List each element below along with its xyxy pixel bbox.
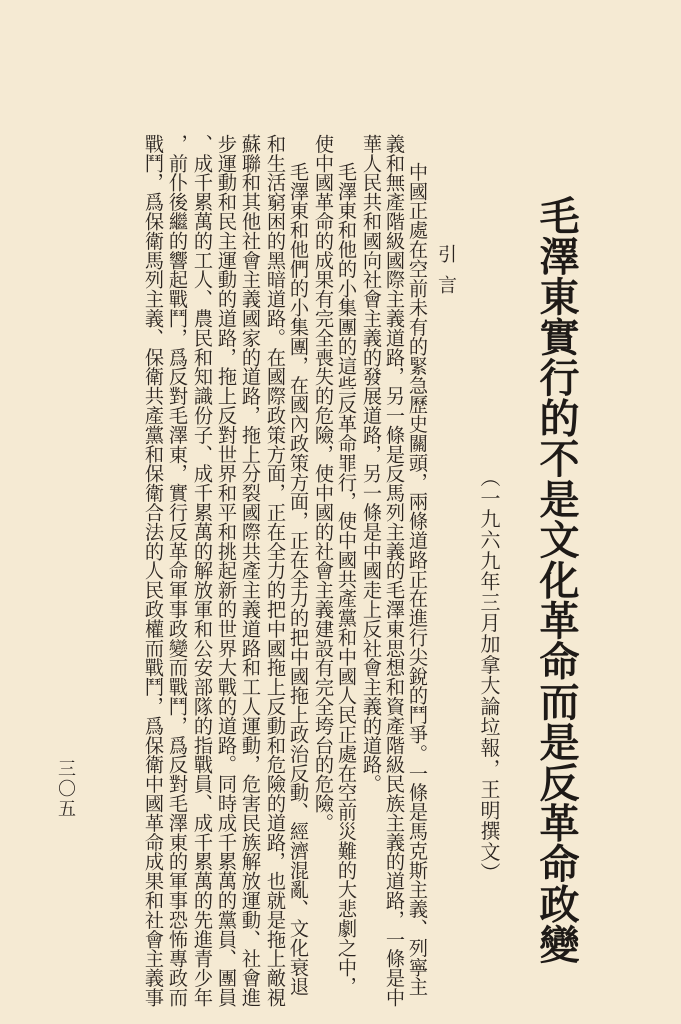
paragraph-line: ，前仆後繼的響起戰鬥，爲反對毛澤東，實行反革命軍事政變而戰鬥，爲反對毛澤東的軍事恐怖專政而 [166, 134, 189, 1007]
paragraph-line: 使中國革命的成果有完全喪失的危險，使中國的社會主義建設有完全垮台的危險。 [312, 134, 335, 833]
paragraph-line: 和生活窮困的黑暗道路。在國際政策方面，正在全力的把中國拖上反動和危險的道路，也就是拖上敵視 [264, 134, 287, 1007]
document-title: 毛澤東實行的不是文化革命而是反革命政變 [533, 195, 580, 965]
paragraph-line: 華人民共和國向社會主義的發展道路，另一條是中國走上反社會主義的道路。 [360, 134, 383, 794]
section-heading: 引言 [435, 244, 457, 306]
paragraph-line: 毛澤東和他們的小集團，在國內政策方面，正在全力的把中國拖上政治反動、經濟混亂、文化衰退 [287, 162, 310, 997]
paragraph-line: 步運動和民主運動的道路，拖上反對世界和平和挑起新的世界大戰的道路。同時成千累萬的黨員、團員 [215, 134, 238, 1007]
paragraph-line: 、成千累萬的工人、農民和知識份子、成千累萬的解放軍和公安部隊的指戰員、成千累萬的先進青少年 [191, 134, 214, 1007]
paragraph-line: 毛澤東和他的小集團的這些反革命罪行，使中國共產黨和中國人民正處在空前災難的大悲劇之中， [335, 162, 358, 997]
paragraph-line: 義和無產階級國際主義道路，另一條是反馬列主義的毛澤東思想和資產階級民族主義的道路，一條是中 [383, 134, 406, 1007]
paragraph-line: 蘇聯和其他社會主義國家的道路，拖上分裂國際共產主義道路和工人運動，危害民族解放運動、社會進 [239, 134, 262, 1007]
document-subtitle: （一九六九年三月加拿大論垃報，王明撰文） [477, 467, 501, 883]
page-number: 三〇五 [55, 759, 76, 819]
paragraph-line: 中國正處在空前未有的緊急歷史關頭，兩條道路正在進行尖銳的鬥爭。一條是馬克斯主義、列寧主 [406, 162, 429, 997]
paragraph-line: 戰鬥，爲保衛馬列主義、保衛共產黨和保衛合法的人民政權而戰鬥，爲保衛中國革命成果和社會主義事 [142, 134, 165, 1007]
